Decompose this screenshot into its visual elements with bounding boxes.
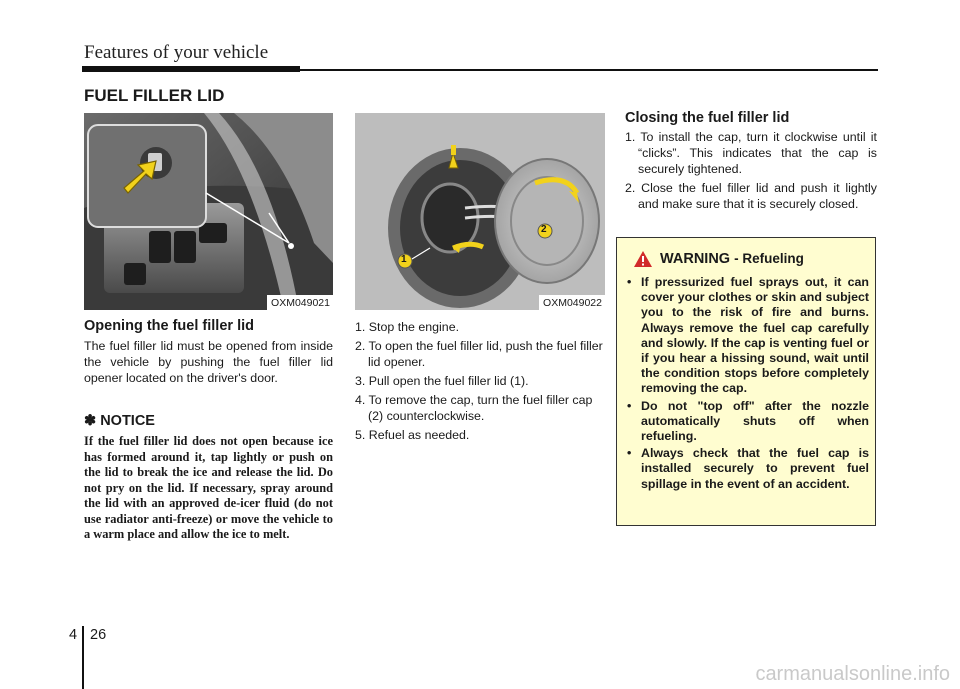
warning-title-text: WARNING <box>660 251 731 267</box>
footer-rule <box>82 626 84 689</box>
notice-icon: ✽ <box>84 413 97 429</box>
page-number: 26 <box>90 627 107 643</box>
callout-1: 1 <box>401 254 407 265</box>
header-rule <box>300 69 878 71</box>
step-item: 4. To remove the cap, turn the fuel filler cap (2) counterclockwise. <box>355 393 593 423</box>
opening-steps <box>355 319 605 446</box>
closing-heading: Closing the fuel filler lid <box>625 110 790 126</box>
callout-2: 2 <box>541 224 547 235</box>
step-item: 1. Stop the engine. <box>355 320 460 334</box>
opening-heading: Opening the fuel filler lid <box>84 318 254 334</box>
fuel-lid-illustration <box>355 113 605 310</box>
warning-box <box>616 237 876 526</box>
opening-text: The fuel filler lid must be opened from inside the vehicle by pushing the fuel filler lid opener located on the driver's door. <box>84 339 333 385</box>
warning-item: • Do not "top off" after the nozzle automatically shuts off when refueling. <box>627 399 869 445</box>
notice-title-text: NOTICE <box>100 413 155 429</box>
warning-title <box>660 251 804 267</box>
header-bar <box>82 66 300 72</box>
warning-list <box>627 275 869 494</box>
section-title: FUEL FILLER LID <box>84 86 225 105</box>
watermark: carmanualsonline.info <box>755 663 950 685</box>
warning-item: • If pressurized fuel sprays out, it can cover your clothes or skin and subject you to the risk of fire and burns. Always remove the fuel cap carefully and slowly. If the cap is venting fuel or if you hear a hissing sound, wait until the condition stops before completely removing the cap. <box>627 275 869 397</box>
warning-triangle-icon <box>633 250 653 268</box>
figure-door-opener <box>84 113 333 310</box>
page-header-title: Features of your vehicle <box>84 42 269 63</box>
step-item: 5. Refuel as needed. <box>355 428 470 442</box>
door-opener-illustration <box>84 113 333 310</box>
figure-code-label: OXM049022 <box>539 295 605 310</box>
notice-heading <box>84 413 155 429</box>
step-item: 2. To open the fuel filler lid, push the fuel filler lid opener. <box>355 339 603 369</box>
figure-fuel-lid <box>355 113 605 310</box>
figure-code-label: OXM049021 <box>267 295 333 310</box>
closing-step-item: 2. Close the fuel filler lid and push it lightly and make sure that it is securely closed. <box>625 181 877 211</box>
closing-steps <box>625 129 877 215</box>
step-item: 3. Pull open the fuel filler lid (1). <box>355 374 529 388</box>
notice-text: If the fuel filler lid does not open because ice has formed around it, tap lightly or push on the lid to break the ice and release the lid. Do not pry on the lid. If necessary, spray around the lid with an approved de-icer fluid (do not use radiator anti-freeze) or move the vehicle to a warm place and allow the ice to melt. <box>84 434 333 541</box>
chapter-number: 4 <box>69 627 78 643</box>
warning-subtitle: - Refueling <box>734 251 804 266</box>
warning-item: • Always check that the fuel cap is installed securely to prevent fuel spillage in the event of an accident. <box>627 446 869 492</box>
closing-step-item: 1. To install the cap, turn it clockwise until it “clicks”. This indicates that the cap is securely tightened. <box>625 130 877 176</box>
